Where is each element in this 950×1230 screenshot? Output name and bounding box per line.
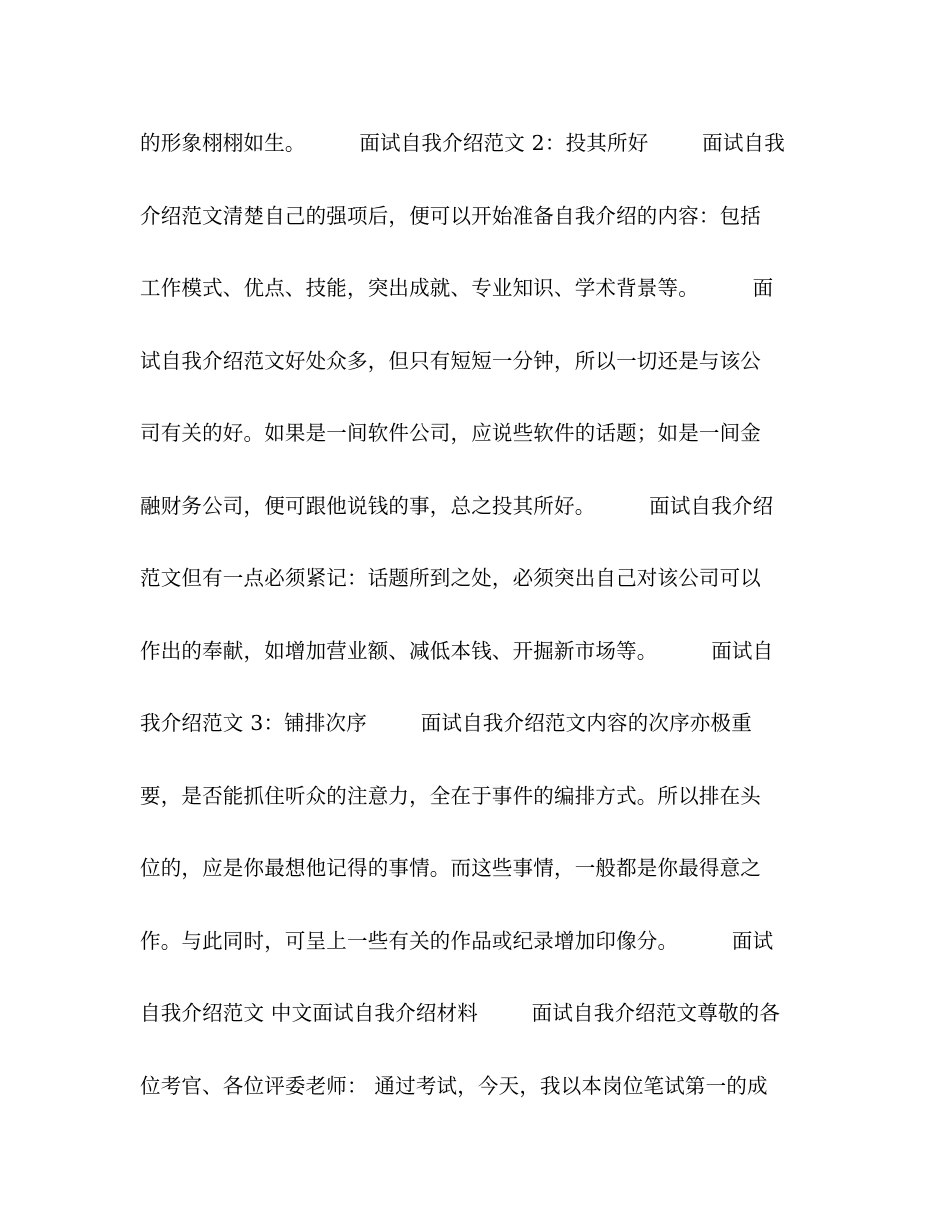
- text-line: 自我介绍范文 中文面试自我介绍材料 面试自我介绍范文尊敬的各: [140, 1001, 781, 1025]
- text-line: 作。与此同时，可呈上一些有关的作品或纪录增加印像分。 面试: [140, 928, 774, 953]
- text-line: 司有关的好。如果是一间软件公司，应说些软件的话题；如是一间金: [140, 421, 761, 445]
- text-line: 要，是否能抓住听众的注意力，全在于事件的编排方式。所以排在头: [140, 783, 761, 808]
- text-line: 工作模式、优点、技能，突出成就、专业知识、学术背景等。 面: [140, 276, 774, 300]
- text-line: 试自我介绍范文好处众多，但只有短短一分钟，所以一切还是与该公: [140, 348, 761, 373]
- text-line: 位考官、各位评委老师： 通过考试，今天，我以本岗位笔试第一的成: [140, 1073, 768, 1098]
- text-line: 作出的奉献，如增加营业额、减低本钱、开掘新市场等。 面试自: [140, 638, 774, 663]
- text-line: 范文但有一点必须紧记：话题所到之处，必须突出自己对该公司可以: [140, 566, 761, 590]
- text-line: 的形象栩栩如生。 面试自我介绍范文 2：投其所好 面试自我: [140, 131, 785, 155]
- body-text: [140, 118, 810, 1133]
- text-line: 位的，应是你最想他记得的事情。而这些事情，一般都是你最得意之: [140, 856, 761, 880]
- text-line: 我介绍范文 3：铺排次序 面试自我介绍范文内容的次序亦极重: [140, 711, 752, 735]
- text-line: 介绍范文清楚自己的强项后，便可以开始准备自我介绍的内容：包括: [140, 203, 761, 228]
- text-line: 融财务公司，便可跟他说钱的事，总之投其所好。 面试自我介绍: [140, 493, 774, 518]
